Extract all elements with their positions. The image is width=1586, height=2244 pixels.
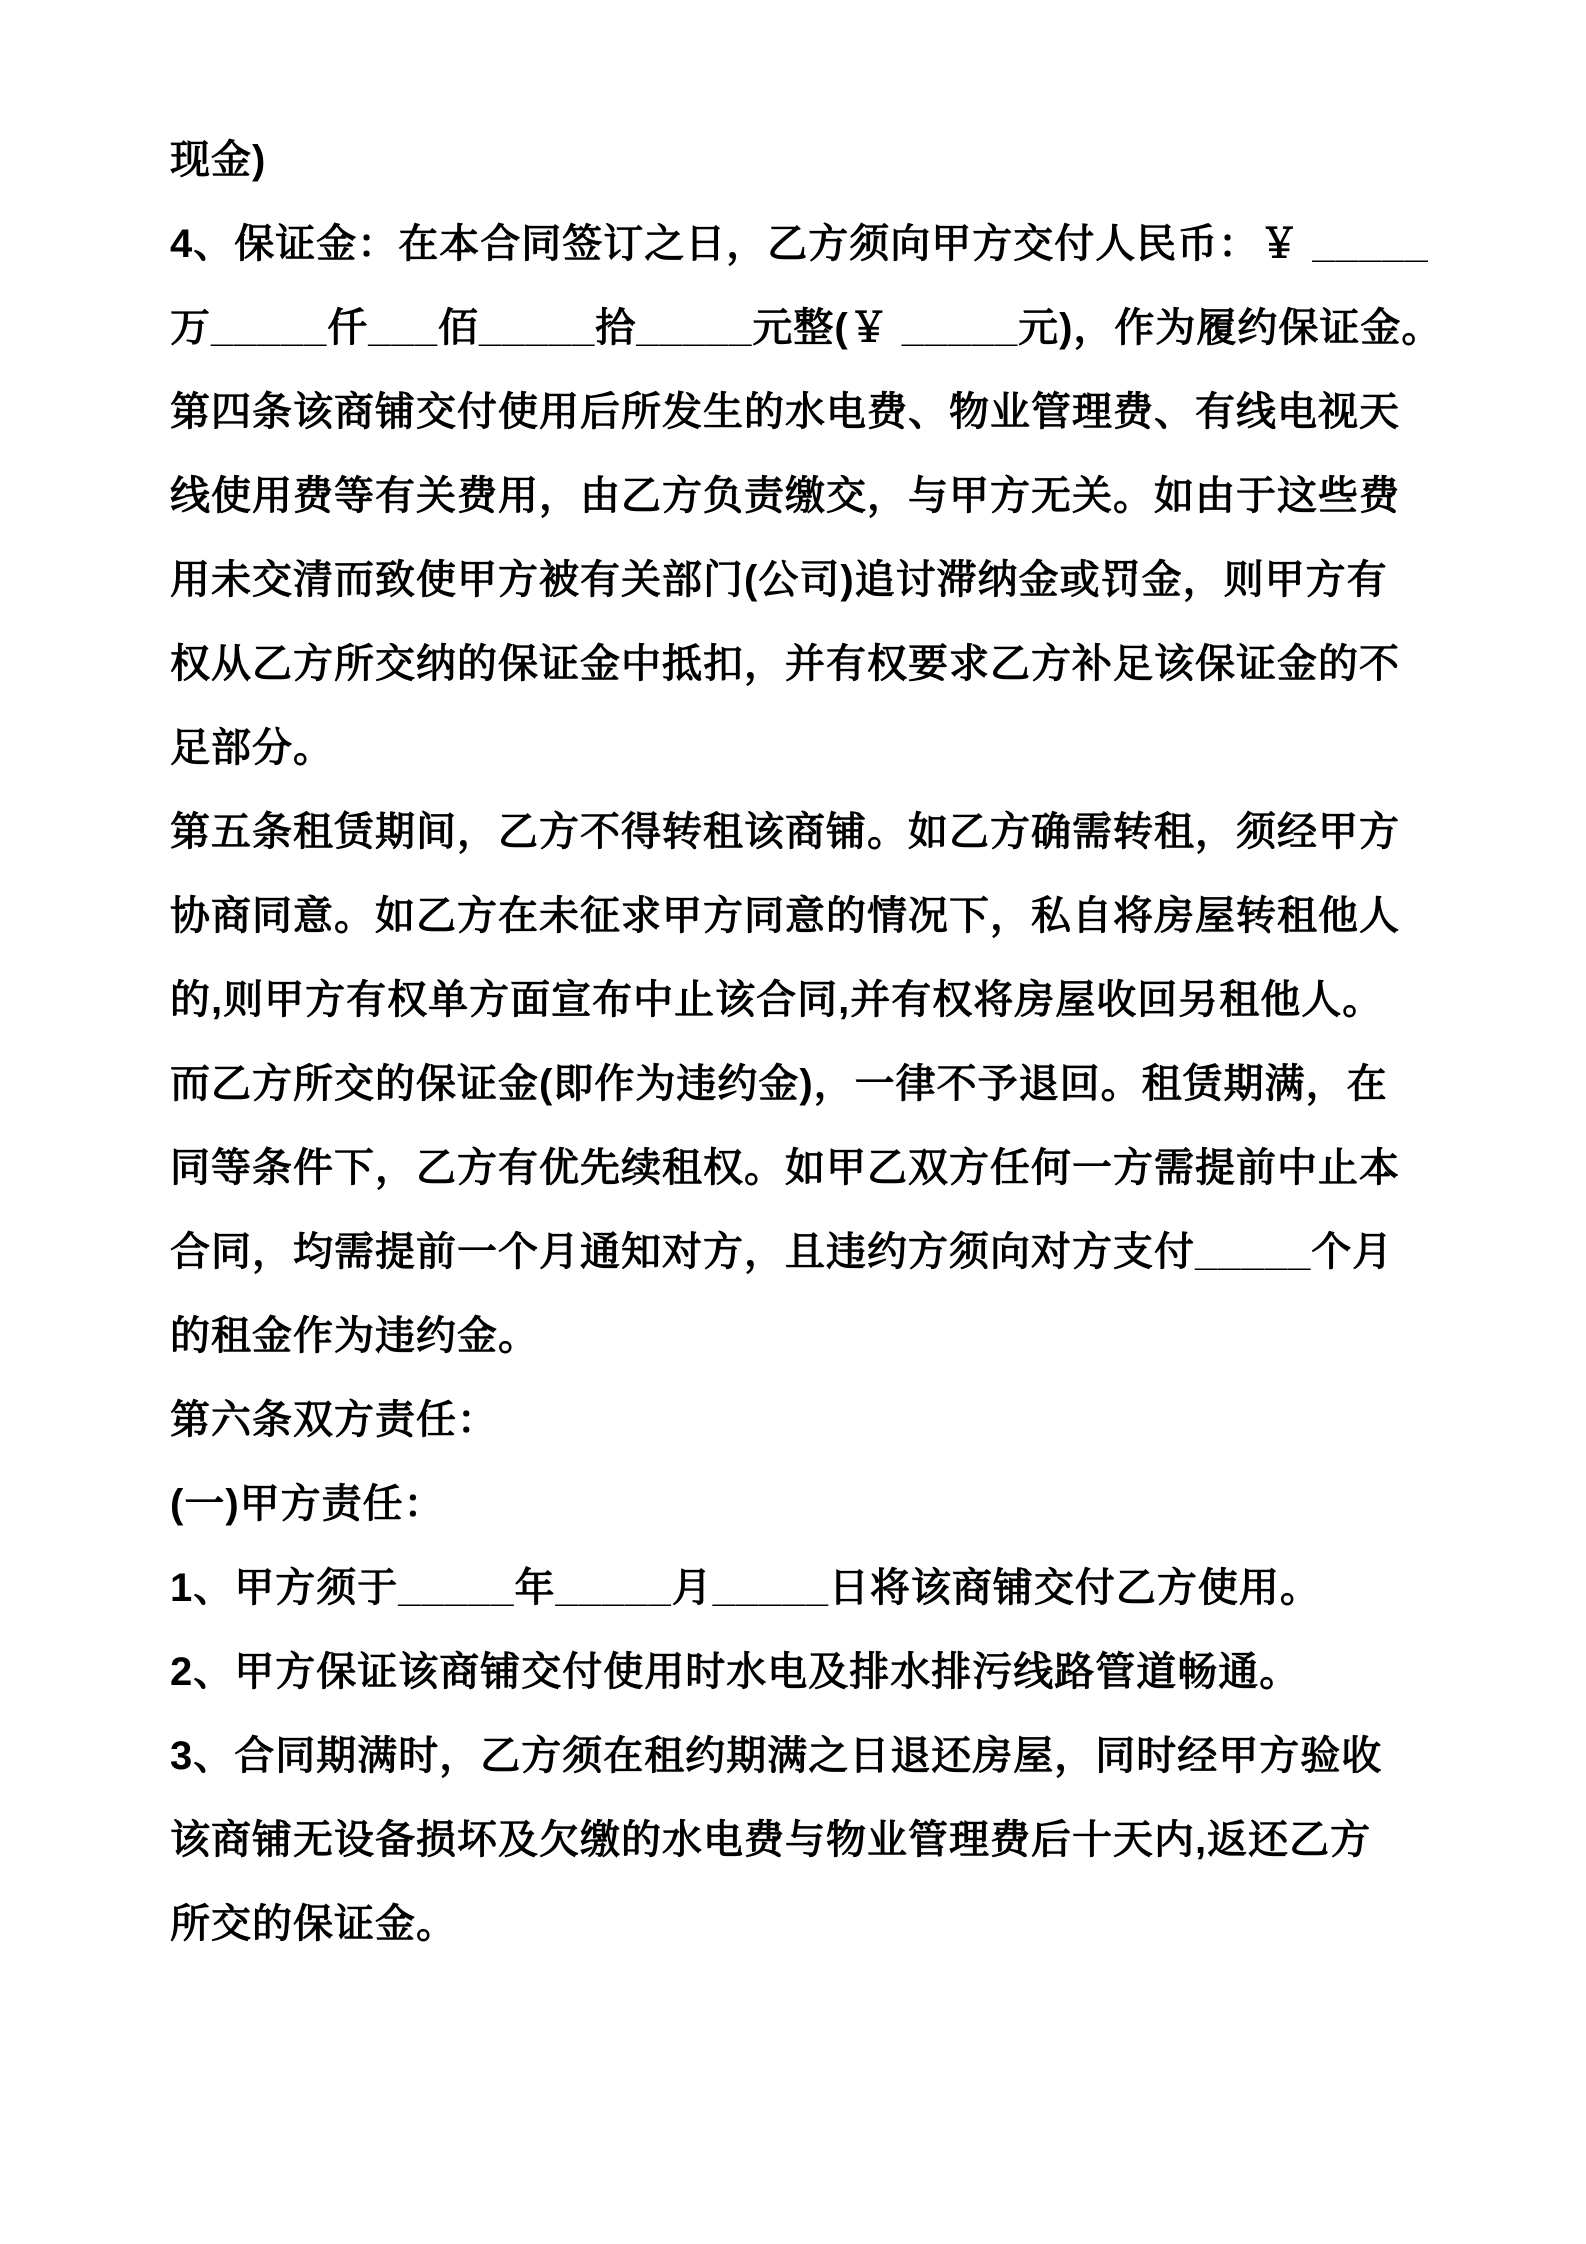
- document-line: 该商铺无设备损坏及欠缴的水电费与物业管理费后十天内,返还乙方: [170, 1818, 1372, 1862]
- document-line: 的,则甲方有权单方面宣布中止该合同,并有权将房屋收回另租他人。: [170, 978, 1384, 1022]
- document-line: 万_____仟___佰_____拾_____元整(￥ _____元)，作为履约保证金。: [170, 306, 1443, 350]
- document-line: 而乙方所交的保证金(即作为违约金)，一律不予退回。租赁期满，在: [170, 1062, 1388, 1106]
- document-line: (一)甲方责任：: [170, 1482, 445, 1526]
- document-line: 2、甲方保证该商铺交付使用时水电及排水排污线路管道畅通。: [170, 1650, 1301, 1694]
- document-line: 第六条双方责任：: [170, 1398, 498, 1442]
- document-line: 足部分。: [170, 726, 334, 770]
- document-line: 线使用费等有关费用，由乙方负责缴交，与甲方无关。如由于这些费: [170, 474, 1400, 518]
- document-line: 同等条件下，乙方有优先续租权。如甲乙双方任何一方需提前中止本: [170, 1146, 1400, 1190]
- document-line: 4、保证金：在本合同签订之日，乙方须向甲方交付人民币：￥ _____: [170, 222, 1429, 266]
- document-line: 用未交清而致使甲方被有关部门(公司)追讨滞纳金或罚金，则甲方有: [170, 558, 1388, 602]
- document-line: 1、甲方须于_____年_____月_____日将该商铺交付乙方使用。: [170, 1566, 1321, 1610]
- document-line: 协商同意。如乙方在未征求甲方同意的情况下，私自将房屋转租他人: [170, 894, 1400, 938]
- document-line: 合同，均需提前一个月通知对方，且违约方须向对方支付_____个月: [170, 1230, 1394, 1274]
- document-line: 3、合同期满时，乙方须在租约期满之日退还房屋，同时经甲方验收: [170, 1734, 1383, 1778]
- document-line: 权从乙方所交纳的保证金中抵扣，并有权要求乙方补足该保证金的不: [170, 642, 1400, 686]
- document-line: 现金): [170, 138, 267, 182]
- document-line: 的租金作为违约金。: [170, 1314, 539, 1358]
- document-line: 所交的保证金。: [170, 1902, 457, 1946]
- document-line: 第五条租赁期间，乙方不得转租该商铺。如乙方确需转租，须经甲方: [170, 810, 1400, 854]
- document-line: 第四条该商铺交付使用后所发生的水电费、物业管理费、有线电视天: [170, 390, 1400, 434]
